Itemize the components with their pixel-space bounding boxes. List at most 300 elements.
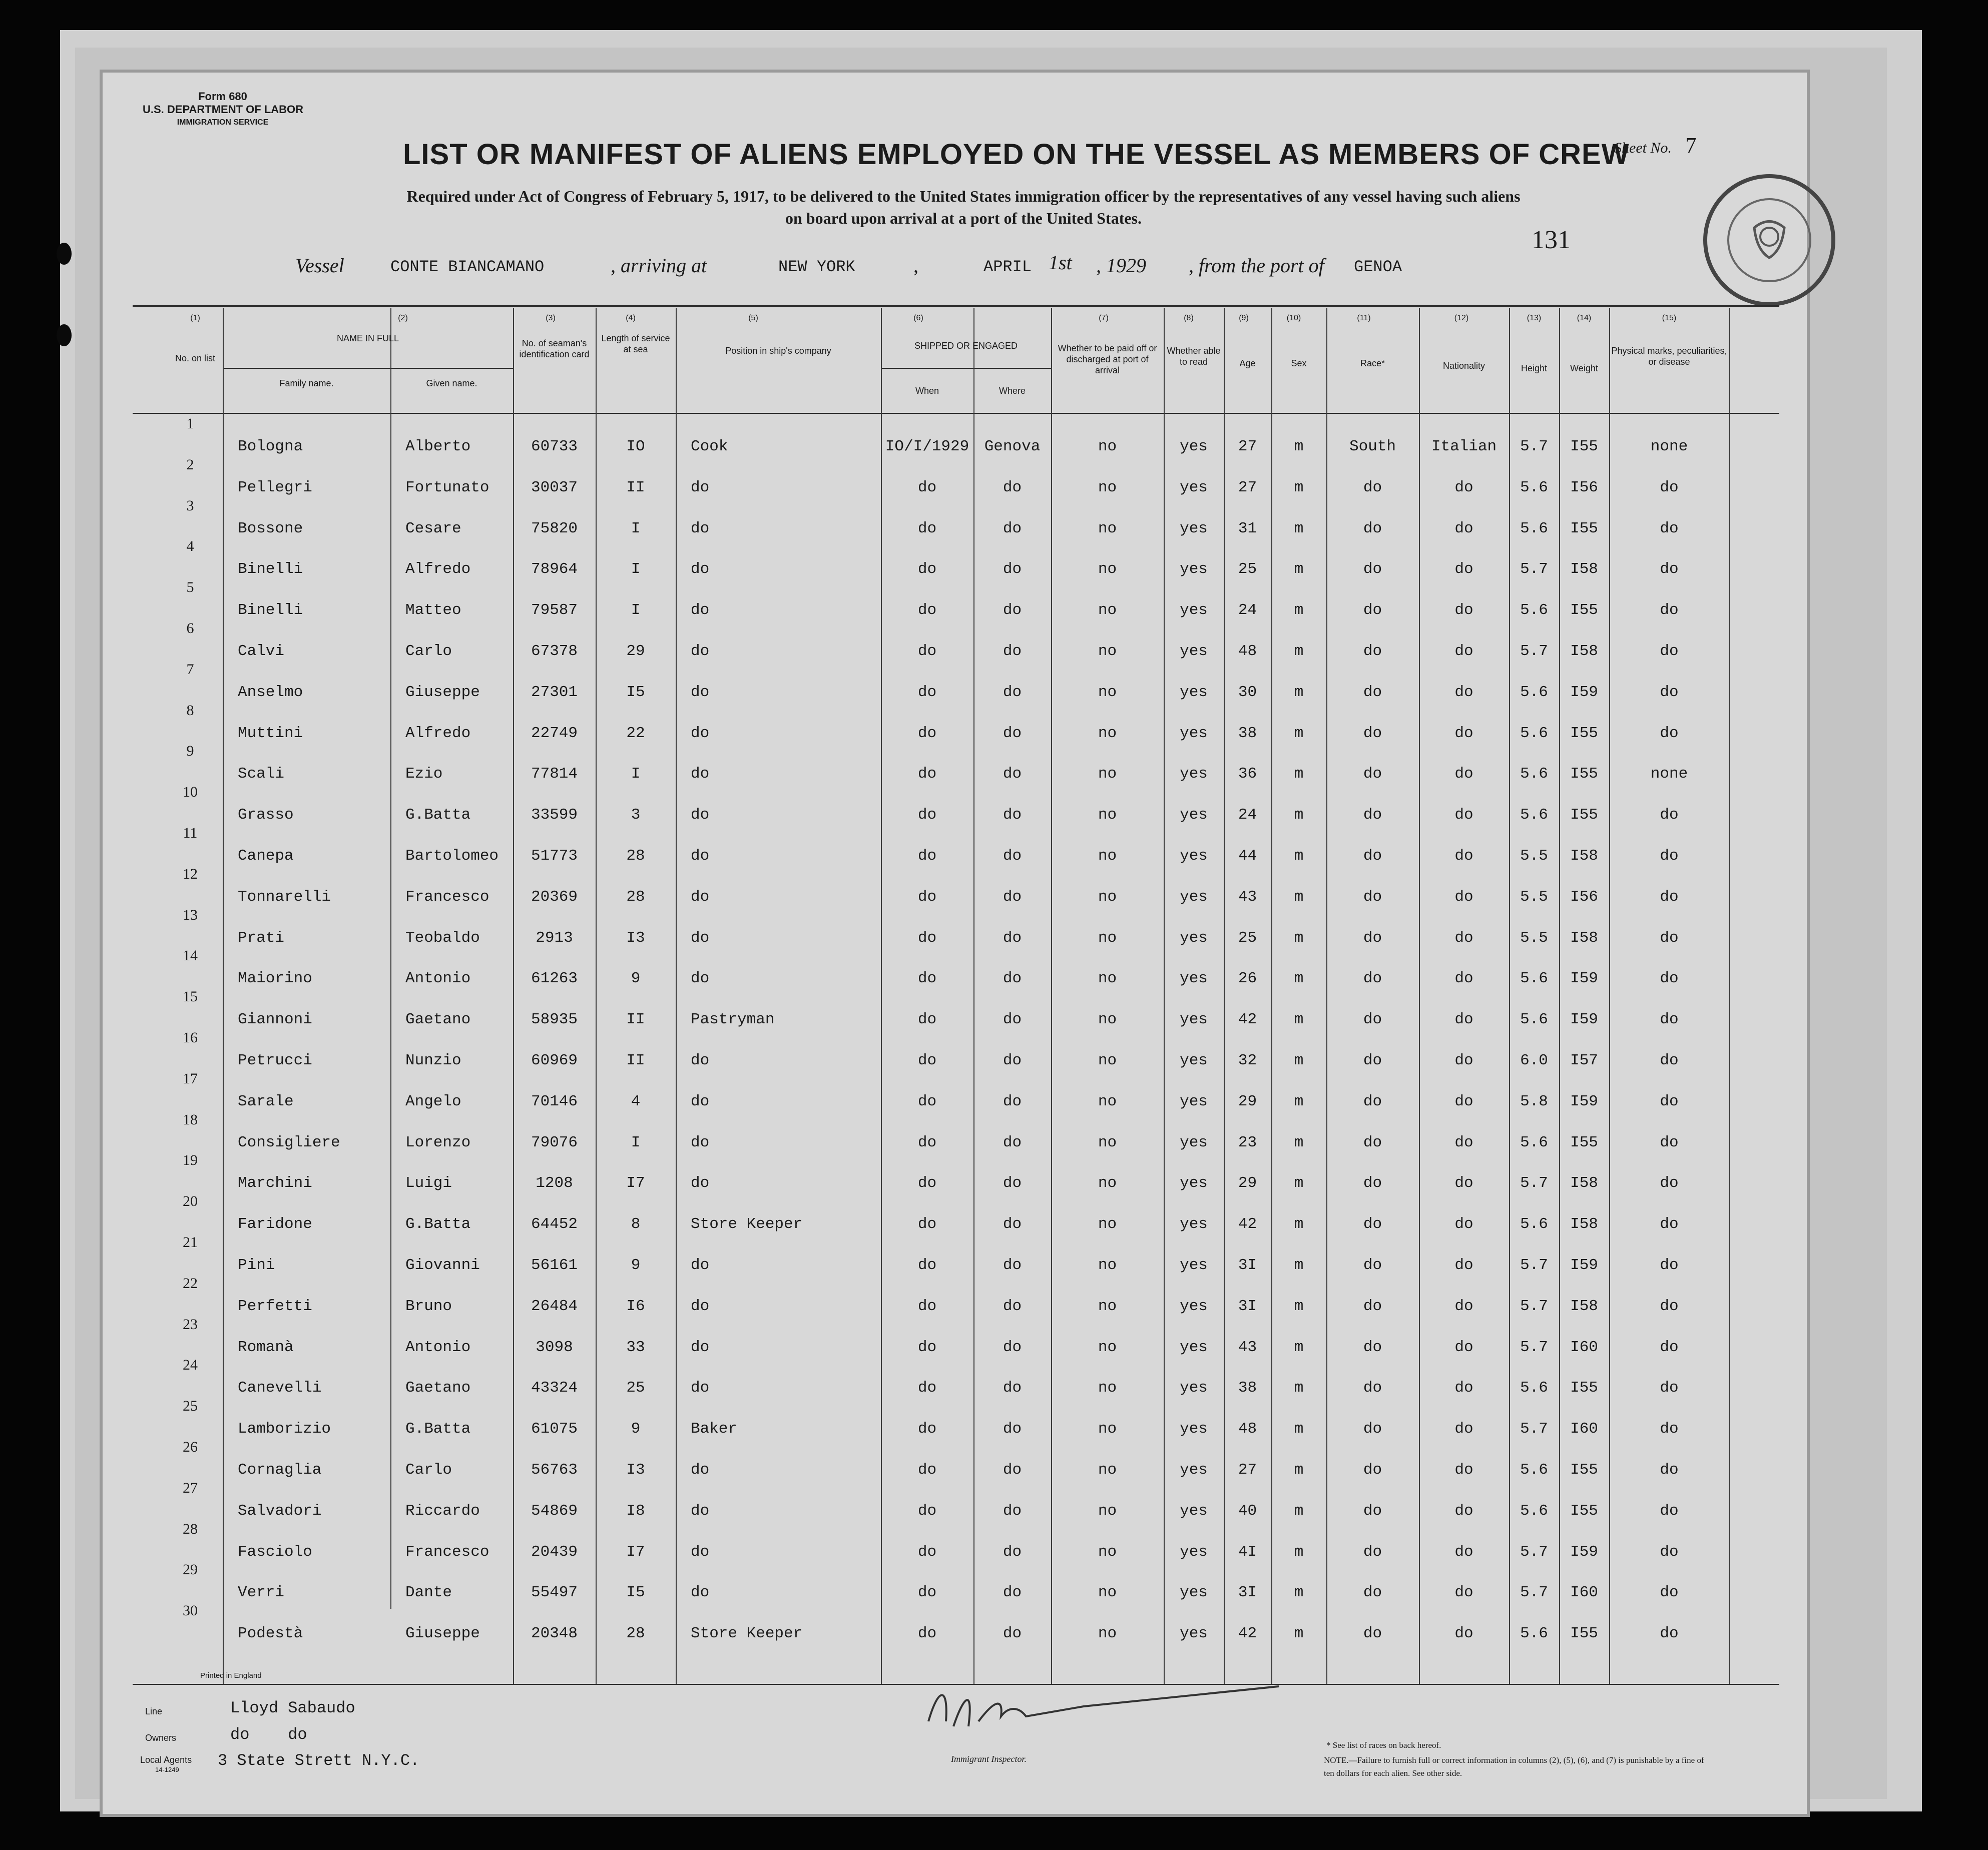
cell-height: 6.0 [1520, 1052, 1548, 1069]
cell-service: I [631, 601, 641, 620]
year-prefix: , 19 [1096, 254, 1126, 277]
line-value: Lloyd Sabaudo [230, 1699, 355, 1717]
cell-read: yes [1180, 1420, 1208, 1438]
cell-card: 20369 [531, 888, 578, 906]
cell-read: yes [1180, 683, 1208, 701]
cell-race: South [1349, 438, 1396, 455]
cell-read: yes [1180, 560, 1208, 578]
cell-age: 4I [1238, 1543, 1257, 1561]
cell-family: Pini [238, 1257, 275, 1274]
cell-where: do [1003, 1257, 1022, 1274]
cell-family: Scali [238, 765, 285, 783]
cell-paid: no [1098, 601, 1117, 620]
cell-weight: I60 [1570, 1338, 1598, 1356]
cell-height: 5.7 [1520, 1257, 1548, 1274]
cell-given: Carlo [405, 643, 452, 660]
cell-position: do [691, 765, 710, 783]
cell-no: 25 [183, 1398, 198, 1415]
cell-service: 8 [631, 1215, 641, 1234]
cell-service: I [631, 560, 641, 578]
cell-race: do [1363, 1092, 1382, 1110]
cell-when: do [917, 970, 937, 988]
cell-nat: do [1454, 1215, 1473, 1234]
cell-nat: do [1454, 1297, 1473, 1315]
cell-no: 21 [183, 1234, 198, 1251]
cell-weight: I55 [1570, 519, 1598, 537]
cell-read: yes [1180, 929, 1208, 947]
cell-nat: do [1454, 1052, 1473, 1069]
cell-read: yes [1180, 478, 1208, 496]
cell-service: I [631, 1133, 641, 1151]
cell-paid: no [1098, 478, 1117, 496]
cell-height: 5.6 [1520, 1215, 1548, 1234]
cell-paid: no [1098, 1092, 1117, 1110]
cell-given: Riccardo [405, 1502, 480, 1520]
cell-card: 67378 [531, 643, 578, 660]
cell-no: 23 [183, 1316, 198, 1333]
cell-marks: do [1660, 643, 1679, 660]
cell-nat: do [1454, 888, 1473, 906]
cell-card: 58935 [531, 1011, 578, 1029]
cell-age: 25 [1238, 929, 1257, 947]
cell-when: do [917, 1011, 937, 1029]
cell-age: 38 [1238, 1379, 1257, 1397]
cell-height: 5.6 [1520, 683, 1548, 701]
cell-race: do [1363, 1379, 1382, 1397]
cell-marks: do [1660, 560, 1679, 578]
cell-no: 5 [186, 579, 194, 596]
cell-read: yes [1180, 1215, 1208, 1234]
cell-nat: do [1454, 929, 1473, 947]
cell-when: do [917, 683, 937, 701]
cell-paid: no [1098, 1502, 1117, 1520]
column-number: (1) [190, 314, 200, 322]
cell-read: yes [1180, 1011, 1208, 1029]
cell-marks: do [1660, 888, 1679, 906]
cell-race: do [1363, 847, 1382, 865]
cell-marks: do [1660, 1174, 1679, 1192]
cell-height: 5.6 [1520, 1461, 1548, 1479]
cell-nat: do [1454, 1584, 1473, 1602]
cell-nat: do [1454, 765, 1473, 783]
cell-service: 25 [626, 1379, 645, 1397]
cell-given: Giuseppe [405, 683, 480, 701]
cell-when: do [917, 1215, 937, 1234]
cell-card: 56763 [531, 1461, 578, 1479]
header-shipped-engaged: SHIPPED OR ENGAGED [914, 341, 1018, 351]
cell-when: do [917, 1257, 937, 1274]
sheet-number [1614, 133, 1696, 158]
cell-sex: m [1294, 806, 1304, 824]
cell-sex: m [1294, 1174, 1304, 1192]
cell-age: 26 [1238, 970, 1257, 988]
cell-where: do [1003, 519, 1022, 537]
cell-service: 9 [631, 970, 641, 988]
sheet-no-value: 7 [1685, 133, 1697, 158]
cell-weight: I58 [1570, 1174, 1598, 1192]
cell-read: yes [1180, 1133, 1208, 1151]
cell-given: Bartolomeo [405, 847, 499, 865]
cell-no: 14 [183, 947, 198, 964]
race-note: * See list of races on back hereof. [1326, 1740, 1441, 1750]
cell-given: Carlo [405, 1461, 452, 1479]
cell-height: 5.5 [1520, 888, 1548, 906]
cell-weight: I59 [1570, 1257, 1598, 1274]
cell-position: do [691, 643, 710, 660]
cell-position: do [691, 724, 710, 742]
cell-position: do [691, 1092, 710, 1110]
cell-sex: m [1294, 888, 1304, 906]
cell-age: 3I [1238, 1297, 1257, 1315]
cell-position: do [691, 519, 710, 537]
cell-position: do [691, 1461, 710, 1479]
cell-marks: do [1660, 1625, 1679, 1643]
printed-note: Printed in England [200, 1671, 262, 1680]
cell-service: 28 [626, 888, 645, 906]
cell-card: 54869 [531, 1502, 578, 1520]
cell-height: 5.7 [1520, 1543, 1548, 1561]
cell-marks: do [1660, 1092, 1679, 1110]
cell-when: do [917, 1092, 937, 1110]
page-title: LIST OR MANIFEST OF ALIENS EMPLOYED ON THE VESSEL AS MEMBERS OF CREW [403, 138, 1630, 171]
cell-nat: do [1454, 1379, 1473, 1397]
cell-given: Fortunato [405, 478, 489, 496]
cell-when: do [917, 1543, 937, 1561]
header-bottom-rule [133, 413, 1779, 414]
cell-given: Francesco [405, 1543, 489, 1561]
cell-given: Francesco [405, 888, 489, 906]
cell-paid: no [1098, 643, 1117, 660]
cell-when: do [917, 1133, 937, 1151]
cell-where: do [1003, 724, 1022, 742]
column-rule [1729, 308, 1730, 1684]
cell-read: yes [1180, 1379, 1208, 1397]
cell-card: 51773 [531, 847, 578, 865]
cell-marks: do [1660, 1133, 1679, 1151]
cell-read: yes [1180, 806, 1208, 824]
manifest-sheet [103, 73, 1807, 1814]
cell-position: do [691, 601, 710, 620]
cell-weight: I58 [1570, 847, 1598, 865]
cell-position: do [691, 1338, 710, 1356]
service: IMMIGRATION SERVICE [177, 118, 269, 127]
cell-family: Faridone [238, 1215, 312, 1234]
cell-nat: do [1454, 1011, 1473, 1029]
cell-paid: no [1098, 1052, 1117, 1069]
cell-age: 29 [1238, 1092, 1257, 1110]
cell-given: Lorenzo [405, 1133, 471, 1151]
cell-paid: no [1098, 847, 1117, 865]
cell-where: do [1003, 806, 1022, 824]
cell-weight: I56 [1570, 888, 1598, 906]
cell-height: 5.6 [1520, 806, 1548, 824]
cell-card: 20348 [531, 1625, 578, 1643]
cell-no: 9 [186, 743, 194, 760]
column-number: (5) [748, 314, 758, 322]
cell-weight: I60 [1570, 1584, 1598, 1602]
cell-no: 15 [183, 988, 198, 1005]
cell-marks: do [1660, 1011, 1679, 1029]
cell-family: Pellegri [238, 478, 312, 496]
cell-where: do [1003, 1461, 1022, 1479]
cell-read: yes [1180, 1584, 1208, 1602]
cell-read: yes [1180, 1257, 1208, 1274]
cell-height: 5.7 [1520, 1338, 1548, 1356]
cell-read: yes [1180, 1461, 1208, 1479]
cell-paid: no [1098, 806, 1117, 824]
cell-service: I3 [626, 1461, 645, 1479]
cell-weight: I55 [1570, 1502, 1598, 1520]
cell-nat: do [1454, 1092, 1473, 1110]
cell-nat: do [1454, 1133, 1473, 1151]
cell-age: 40 [1238, 1502, 1257, 1520]
cell-when: do [917, 1379, 937, 1397]
cell-read: yes [1180, 847, 1208, 865]
cell-height: 5.6 [1520, 724, 1548, 742]
cell-card: 22749 [531, 724, 578, 742]
cell-given: Alfredo [405, 724, 471, 742]
cell-family: Marchini [238, 1174, 312, 1192]
cell-where: do [1003, 1133, 1022, 1151]
cell-age: 27 [1238, 1461, 1257, 1479]
cell-card: 60733 [531, 438, 578, 455]
vessel-name: CONTE BIANCAMANO [390, 258, 545, 276]
cell-given: Antonio [405, 970, 471, 988]
cell-when: do [917, 519, 937, 537]
cell-family: Tonnarelli [238, 888, 331, 906]
cell-card: 79587 [531, 601, 578, 620]
cell-card: 78964 [531, 560, 578, 578]
cell-service: I3 [626, 929, 645, 947]
cell-race: do [1363, 765, 1382, 783]
cell-marks: do [1660, 929, 1679, 947]
cell-when: do [917, 1584, 937, 1602]
cell-no: 4 [186, 538, 194, 555]
cell-weight: I58 [1570, 560, 1598, 578]
cell-family: Bossone [238, 519, 303, 537]
cell-paid: no [1098, 683, 1117, 701]
cell-service: I5 [626, 683, 645, 701]
cell-position: do [691, 847, 710, 865]
cell-weight: I55 [1570, 806, 1598, 824]
cell-sex: m [1294, 1215, 1304, 1234]
cell-family: Prati [238, 929, 285, 947]
cell-when: do [917, 1338, 937, 1356]
cell-given: Cesare [405, 519, 461, 537]
cell-sex: m [1294, 847, 1304, 865]
cell-marks: do [1660, 1584, 1679, 1602]
cell-when: do [917, 1297, 937, 1315]
form-heading [143, 90, 303, 129]
header-no-on-list: No. on list [175, 353, 216, 363]
cell-weight: I55 [1570, 724, 1598, 742]
cell-when: do [917, 1052, 937, 1069]
cell-height: 5.6 [1520, 1133, 1548, 1151]
cell-when: do [917, 1461, 937, 1479]
cell-card: 20439 [531, 1543, 578, 1561]
cell-marks: do [1660, 1338, 1679, 1356]
cell-family: Verri [238, 1584, 285, 1602]
cell-marks: do [1660, 601, 1679, 620]
agents-code: 14-1249 [155, 1766, 179, 1773]
cell-given: G.Batta [405, 806, 471, 824]
cell-age: 42 [1238, 1215, 1257, 1234]
cell-sex: m [1294, 1543, 1304, 1561]
cell-sex: m [1294, 1133, 1304, 1151]
cell-race: do [1363, 560, 1382, 578]
from-port: GENOA [1354, 258, 1402, 276]
name-subrule [223, 368, 513, 369]
cell-when: do [917, 847, 937, 865]
cell-age: 48 [1238, 643, 1257, 660]
cell-when: IO/I/1929 [885, 438, 969, 455]
cell-position: do [691, 1502, 710, 1520]
cell-given: Ezio [405, 765, 443, 783]
cell-height: 5.7 [1520, 1297, 1548, 1315]
cell-nat: do [1454, 1502, 1473, 1520]
cell-age: 36 [1238, 765, 1257, 783]
cell-card: 30037 [531, 478, 578, 496]
cell-read: yes [1180, 1052, 1208, 1069]
cell-when: do [917, 1174, 937, 1192]
department: U.S. DEPARTMENT OF LABOR [143, 103, 304, 116]
cell-no: 3 [186, 497, 194, 514]
subtitle [323, 185, 1604, 229]
cell-race: do [1363, 1461, 1382, 1479]
cell-given: Bruno [405, 1297, 452, 1315]
cell-sex: m [1294, 724, 1304, 742]
owners-value: do do [230, 1725, 307, 1744]
cell-card: 70146 [531, 1092, 578, 1110]
cell-height: 5.7 [1520, 1174, 1548, 1192]
cell-sex: m [1294, 438, 1304, 455]
vessel-label: Vessel [295, 254, 344, 277]
header-paid-off: Whether to be paid off or discharged at port of arrival [1058, 343, 1157, 375]
cell-paid: no [1098, 1297, 1117, 1315]
column-rule [223, 308, 224, 1684]
cell-position: do [691, 478, 710, 496]
cell-where: do [1003, 601, 1022, 620]
header-id-card: No. of seaman's identification card [519, 338, 590, 359]
cell-weight: I55 [1570, 438, 1598, 455]
cell-height: 5.6 [1520, 601, 1548, 620]
stamped-number: 131 [1532, 226, 1571, 254]
cell-where: do [1003, 970, 1022, 988]
cell-service: II [626, 478, 645, 496]
cell-position: Cook [691, 438, 728, 455]
cell-position: do [691, 1174, 710, 1192]
column-number: (12) [1454, 314, 1469, 322]
cell-nat: do [1454, 1174, 1473, 1192]
cell-age: 31 [1238, 519, 1257, 537]
cell-height: 5.6 [1520, 478, 1548, 496]
cell-height: 5.6 [1520, 1502, 1548, 1520]
cell-weight: I55 [1570, 1133, 1598, 1151]
header-when: When [915, 386, 939, 396]
cell-when: do [917, 929, 937, 947]
cell-position: do [691, 929, 710, 947]
cell-position: do [691, 1379, 710, 1397]
cell-no: 16 [183, 1029, 198, 1046]
cell-sex: m [1294, 478, 1304, 496]
cell-paid: no [1098, 1011, 1117, 1029]
column-number: (2) [398, 314, 408, 322]
cell-read: yes [1180, 438, 1208, 455]
cell-marks: do [1660, 683, 1679, 701]
cell-no: 18 [183, 1111, 198, 1128]
cell-card: 26484 [531, 1297, 578, 1315]
cell-given: Alfredo [405, 560, 471, 578]
cell-paid: no [1098, 1338, 1117, 1356]
cell-service: I5 [626, 1584, 645, 1602]
column-number: (14) [1577, 314, 1592, 322]
cell-race: do [1363, 806, 1382, 824]
cell-where: do [1003, 1379, 1022, 1397]
cell-nat: do [1454, 683, 1473, 701]
cell-card: 27301 [531, 683, 578, 701]
subtitle-line-1: Required under Act of Congress of February 5, 1917, to be delivered to the United States immigration officer by the representatives of any vessel having such aliens [406, 187, 1521, 205]
cell-sex: m [1294, 929, 1304, 947]
cell-read: yes [1180, 1297, 1208, 1315]
cell-where: do [1003, 683, 1022, 701]
cell-service: I [631, 765, 641, 783]
line-label: Line [145, 1706, 163, 1716]
cell-height: 5.7 [1520, 643, 1548, 660]
cell-read: yes [1180, 1543, 1208, 1561]
cell-marks: do [1660, 519, 1679, 537]
cell-sex: m [1294, 683, 1304, 701]
column-number: (13) [1527, 314, 1542, 322]
header-able-read: Whether able to read [1167, 346, 1221, 367]
shipped-subrule [881, 368, 1051, 369]
cell-sex: m [1294, 1502, 1304, 1520]
cell-race: do [1363, 1011, 1382, 1029]
cell-paid: no [1098, 1174, 1117, 1192]
cell-no: 26 [183, 1439, 198, 1455]
inspector-label: Immigrant Inspector. [951, 1754, 1027, 1764]
cell-no: 30 [183, 1602, 198, 1619]
cell-given: Gaetano [405, 1379, 471, 1397]
cell-where: do [1003, 1011, 1022, 1029]
cell-marks: do [1660, 970, 1679, 988]
header-family-name: Family name. [279, 378, 334, 388]
cell-race: do [1363, 1543, 1382, 1561]
cell-sex: m [1294, 765, 1304, 783]
cell-weight: I58 [1570, 1215, 1598, 1234]
cell-height: 5.6 [1520, 765, 1548, 783]
cell-position: do [691, 560, 710, 578]
cell-height: 5.6 [1520, 519, 1548, 537]
cell-sex: m [1294, 1052, 1304, 1069]
cell-sex: m [1294, 1338, 1304, 1356]
cell-height: 5.7 [1520, 1420, 1548, 1438]
cell-position: do [691, 1584, 710, 1602]
sheet-label: Sheet No. [1614, 140, 1672, 156]
cell-height: 5.7 [1520, 1584, 1548, 1602]
cell-given: Alberto [405, 438, 471, 455]
cell-given: Dante [405, 1584, 452, 1602]
cell-read: yes [1180, 970, 1208, 988]
cell-age: 25 [1238, 560, 1257, 578]
cell-marks: do [1660, 1461, 1679, 1479]
cell-service: 3 [631, 806, 641, 824]
cell-paid: no [1098, 560, 1117, 578]
cell-service: 29 [626, 643, 645, 660]
cell-nat: do [1454, 806, 1473, 824]
cell-paid: no [1098, 970, 1117, 988]
cell-given: Luigi [405, 1174, 452, 1192]
cell-sex: m [1294, 1297, 1304, 1315]
